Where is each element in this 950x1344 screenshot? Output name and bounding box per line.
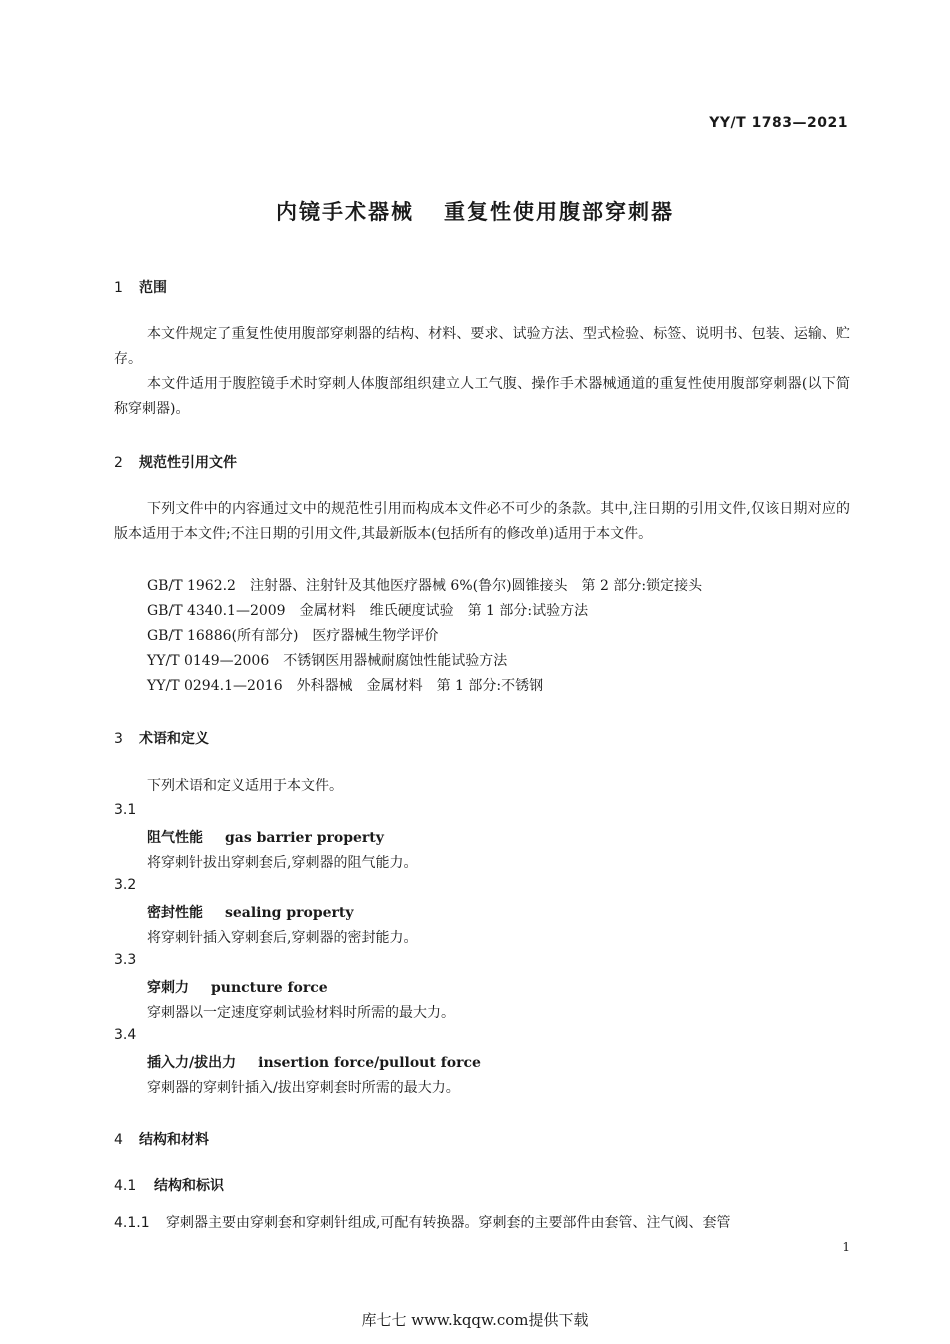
scope-paragraph-2: 本文件适用于腹腔镜手术时穿刺人体腹部组织建立人工气腹、操作手术器械通道的重复性使用腹部穿刺器(以下简称穿刺器)。 — [114, 376, 850, 417]
scope-paragraph-1: 本文件规定了重复性使用腹部穿刺器的结构、材料、要求、试验方法、型式检验、标签、说明书、包装、运输、贮存。 — [114, 326, 850, 367]
section-title: 范围 — [139, 280, 167, 296]
reference-item: YY/T 0294.1—2016 外科器械 金属材料 第 1 部分:不锈钢 — [147, 678, 544, 694]
section-number: 4 — [114, 1132, 123, 1148]
term-chinese: 密封性能 — [147, 905, 203, 921]
term-number: 3.3 — [114, 952, 137, 968]
page-number: 1 — [842, 1240, 850, 1254]
document-title — [0, 196, 950, 226]
term-heading — [147, 977, 328, 997]
term-definition: 穿刺器的穿刺针插入/拔出穿刺套时所需的最大力。 — [147, 1080, 460, 1096]
term-english: puncture force — [211, 980, 328, 996]
term-number: 3.4 — [114, 1027, 137, 1043]
standard-code: YY/T 1783—2021 — [709, 115, 848, 131]
section-title: 规范性引用文件 — [139, 455, 237, 471]
reference-item: GB/T 16886(所有部分) 医疗器械生物学评价 — [147, 628, 439, 644]
subsection-4-1-heading — [114, 1175, 224, 1195]
section-number: 1 — [114, 280, 123, 296]
section-3-heading — [114, 728, 209, 748]
normative-references-paragraph: 下列文件中的内容通过文中的规范性引用而构成本文件必不可少的条款。其中,注日期的引用文件,仅该日期对应的版本适用于本文件;不注日期的引用文件,其最新版本(包括所有的修改单)适用于本文件。 — [114, 501, 850, 542]
section-title: 结构和材料 — [139, 1132, 209, 1148]
section-2-heading — [114, 452, 237, 472]
term-heading — [147, 902, 354, 922]
term-definition: 将穿刺针插入穿刺套后,穿刺器的密封能力。 — [147, 930, 418, 946]
reference-item: YY/T 0149—2006 不锈钢医用器械耐腐蚀性能试验方法 — [147, 653, 508, 669]
title-part1: 内镜手术器械 — [276, 200, 414, 224]
footer-watermark: 库七七 www.kqqw.com提供下载 — [361, 1311, 589, 1329]
term-chinese: 插入力/拔出力 — [147, 1055, 237, 1071]
term-english: sealing property — [225, 905, 354, 921]
term-chinese: 阻气性能 — [147, 830, 203, 846]
terms-intro: 下列术语和定义适用于本文件。 — [147, 778, 343, 794]
section-1-heading — [114, 277, 167, 297]
term-english: insertion force/pullout force — [258, 1055, 481, 1071]
clause-number: 4.1.1 — [114, 1215, 150, 1231]
term-heading — [147, 1052, 481, 1072]
clause-text: 穿刺器主要由穿刺套和穿刺针组成,可配有转换器。穿刺套的主要部件由套管、注气阀、套管 — [166, 1215, 731, 1231]
section-number: 3 — [114, 731, 123, 747]
subsection-title: 结构和标识 — [154, 1178, 224, 1194]
term-chinese: 穿刺力 — [147, 980, 189, 996]
term-english: gas barrier property — [225, 830, 384, 846]
term-number: 3.2 — [114, 877, 137, 893]
term-definition: 将穿刺针拔出穿刺套后,穿刺器的阻气能力。 — [147, 855, 418, 871]
term-definition: 穿刺器以一定速度穿刺试验材料时所需的最大力。 — [147, 1005, 455, 1021]
section-title: 术语和定义 — [139, 731, 209, 747]
term-heading — [147, 827, 384, 847]
section-number: 2 — [114, 455, 123, 471]
title-part2: 重复性使用腹部穿刺器 — [444, 200, 674, 224]
reference-item: GB/T 4340.1—2009 金属材料 维氏硬度试验 第 1 部分:试验方法 — [147, 603, 589, 619]
subsection-number: 4.1 — [114, 1178, 137, 1194]
reference-item: GB/T 1962.2 注射器、注射针及其他医疗器械 6%(鲁尔)圆锥接头 第 2 部分:锁定接头 — [147, 578, 703, 594]
clause-4-1-1 — [114, 1212, 850, 1232]
section-4-heading — [114, 1129, 209, 1149]
term-number: 3.1 — [114, 802, 137, 818]
